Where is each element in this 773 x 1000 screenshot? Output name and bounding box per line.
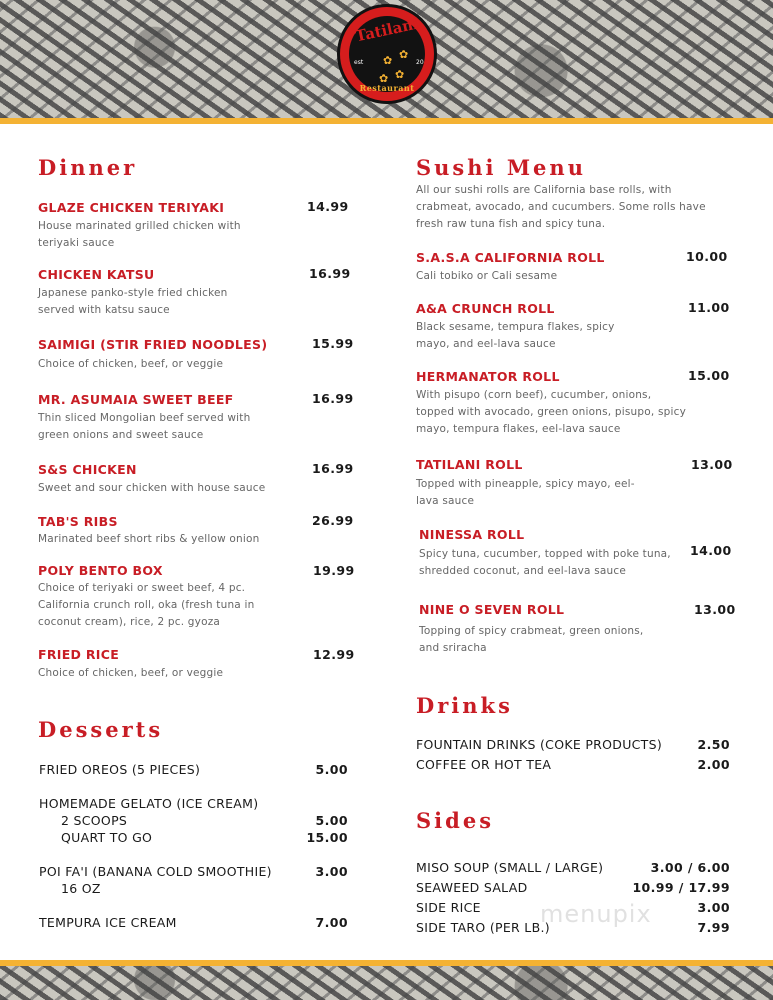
- dessert-item-name: HOMEMADE GELATO (ICE CREAM): [39, 796, 259, 811]
- drink-item-name: COFFEE OR HOT TEA: [416, 757, 552, 772]
- side-item-name: SEAWEED SALAD: [416, 880, 528, 895]
- dinner-item-price: 26.99: [312, 513, 354, 528]
- sushi-item-name: S.A.S.A CALIFORNIA ROLL: [416, 250, 605, 265]
- dessert-item-price: 3.00: [315, 864, 348, 879]
- sushi-item-price: 11.00: [688, 300, 730, 315]
- sushi-title: Sushi Menu: [416, 155, 586, 180]
- sushi-item-name: A&A CRUNCH ROLL: [416, 301, 555, 316]
- dinner-item-name: MR. ASUMAIA SWEET BEEF: [38, 392, 234, 407]
- dinner-item-price: 16.99: [312, 391, 354, 406]
- logo-subtitle: Restaurant: [359, 83, 415, 93]
- dinner-item-desc: Choice of chicken, beef, or veggie: [38, 667, 224, 679]
- logo-year: 20: [416, 59, 424, 66]
- dessert-item-name: POI FA'I (BANANA COLD SMOOTHIE): [39, 864, 272, 879]
- desserts-title: Desserts: [38, 717, 164, 742]
- dinner-item-price: 14.99: [307, 199, 349, 214]
- dessert-sub-item: 2 SCOOPS: [61, 813, 128, 828]
- side-item-price: 7.99: [697, 920, 730, 935]
- dessert-item-price: 5.00: [315, 762, 348, 777]
- dessert-sub-price: 15.00: [306, 830, 348, 845]
- drink-item-price: 2.00: [697, 757, 730, 772]
- dinner-item-desc: House marinated grilled chicken with teriyaki sauce: [38, 220, 241, 249]
- sushi-item-price: 14.00: [690, 543, 732, 558]
- dinner-item-name: FRIED RICE: [38, 647, 120, 662]
- sushi-item-name: TATILANI ROLL: [416, 457, 523, 472]
- sushi-item-price: 15.00: [688, 368, 730, 383]
- restaurant-logo: [337, 4, 437, 104]
- dessert-item-price: 7.00: [315, 915, 348, 930]
- sushi-item-desc: Cali tobiko or Cali sesame: [416, 270, 558, 282]
- dessert-sub-price: 5.00: [315, 813, 348, 828]
- dinner-item-price: 15.99: [312, 336, 354, 351]
- sushi-item-desc: Black sesame, tempura flakes, spicy mayo, and eel-lava sauce: [416, 321, 615, 350]
- sushi-item-name: HERMANATOR ROLL: [416, 369, 560, 384]
- logo-name: Tatilani: [353, 14, 421, 46]
- dinner-item-desc: Sweet and sour chicken with house sauce: [38, 482, 266, 494]
- dinner-item-price: 19.99: [313, 563, 355, 578]
- drink-item-name: FOUNTAIN DRINKS (COKE PRODUCTS): [416, 737, 663, 752]
- sushi-item-name: NINE O SEVEN ROLL: [419, 602, 565, 617]
- dinner-item-name: GLAZE CHICKEN TERIYAKI: [38, 200, 225, 215]
- side-item-price: 3.00: [697, 900, 730, 915]
- gold-divider-top: [0, 118, 773, 124]
- drink-item-price: 2.50: [697, 737, 730, 752]
- side-item-price: 3.00 / 6.00: [650, 860, 730, 875]
- dessert-sub-item: 16 OZ: [61, 881, 101, 896]
- drinks-title: Drinks: [416, 693, 513, 718]
- dinner-item-name: CHICKEN KATSU: [38, 267, 155, 282]
- dessert-item-name: FRIED OREOS (5 PIECES): [39, 762, 201, 777]
- logo-est: est: [354, 59, 364, 66]
- sushi-item-desc: Topped with pineapple, spicy mayo, eel-lava sauce: [416, 478, 635, 507]
- sushi-item-desc: Topping of spicy crabmeat, green onions, and sriracha: [419, 625, 644, 654]
- sushi-item-price: 13.00: [691, 457, 733, 472]
- dinner-item-name: TAB'S RIBS: [38, 514, 118, 529]
- sides-title: Sides: [416, 808, 495, 833]
- sushi-item-desc: Spicy tuna, cucumber, topped with poke tuna, shredded coconut, and eel-lava sauce: [419, 548, 671, 577]
- sushi-item-desc: With pisupo (corn beef), cucumber, onions, topped with avocado, green onions, pisupo, spicy mayo, tempura flakes, eel-lava sauce: [416, 389, 686, 435]
- tapa-pattern-footer: [0, 966, 773, 1000]
- sushi-item-price: 10.00: [686, 249, 728, 264]
- dinner-item-price: 16.99: [312, 461, 354, 476]
- dinner-item-name: SAIMIGI (STIR FRIED NOODLES): [38, 337, 268, 352]
- flower-icon: ✿: [395, 68, 405, 81]
- dinner-item-desc: Choice of teriyaki or sweet beef, 4 pc. California crunch roll, oka (fresh tuna in coconut cream), rice, 2 pc. gyoza: [38, 582, 255, 628]
- dinner-item-desc: Thin sliced Mongolian beef served with green onions and sweet sauce: [38, 412, 251, 441]
- flower-icon: ✿: [399, 48, 409, 61]
- sushi-intro: All our sushi rolls are California base rolls, with crabmeat, avocado, and cucumbers. Some rolls have fresh raw tuna fish and spicy tuna.: [416, 184, 706, 230]
- dinner-item-desc: Marinated beef short ribs & yellow onion: [38, 533, 260, 545]
- sushi-item-name: NINESSA ROLL: [419, 527, 525, 542]
- side-item-name: SIDE TARO (PER LB.): [416, 920, 550, 935]
- dinner-title: Dinner: [38, 155, 138, 180]
- side-item-name: SIDE RICE: [416, 900, 481, 915]
- dinner-item-desc: Japanese panko-style fried chicken served with katsu sauce: [38, 287, 228, 316]
- dinner-item-name: S&S CHICKEN: [38, 462, 137, 477]
- sushi-item-price: 13.00: [694, 602, 736, 617]
- flower-icon: ✿: [379, 72, 389, 85]
- dinner-item-price: 12.99: [313, 647, 355, 662]
- watermark: menupix: [540, 900, 652, 928]
- side-item-name: MISO SOUP (SMALL / LARGE): [416, 860, 604, 875]
- dessert-sub-item: QUART TO GO: [61, 830, 153, 845]
- side-item-price: 10.99 / 17.99: [632, 880, 730, 895]
- flower-icon: ✿: [383, 54, 393, 67]
- dinner-item-price: 16.99: [309, 266, 351, 281]
- dessert-item-name: TEMPURA ICE CREAM: [39, 915, 177, 930]
- dinner-item-name: POLY BENTO BOX: [38, 563, 163, 578]
- dinner-item-desc: Choice of chicken, beef, or veggie: [38, 358, 224, 370]
